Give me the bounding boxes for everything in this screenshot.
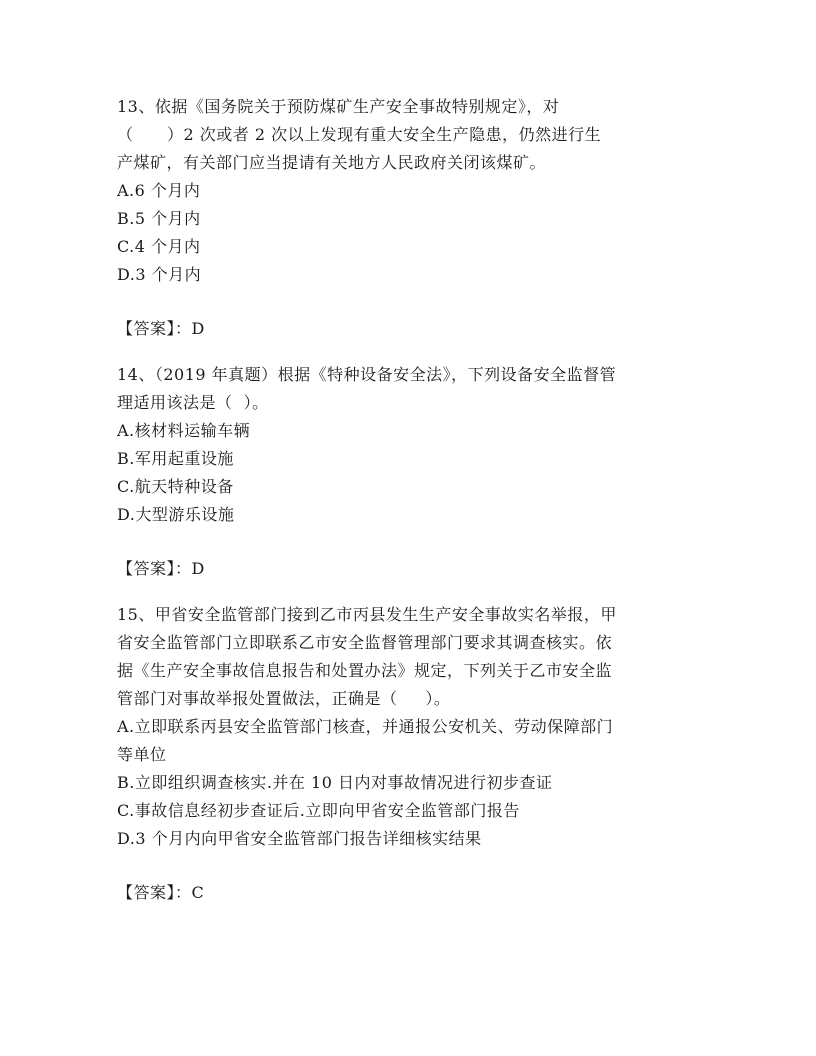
question-15-stem-line-4: 管部门对事故举报处置做法，正确是（ ）。 xyxy=(117,689,451,708)
question-14-option-c: C.航天特种设备 xyxy=(117,477,234,496)
question-15-option-b: B.立即组织调查核实.并在 10 日内对事故情况进行初步查证 xyxy=(117,773,553,792)
question-15-option-c: C.事故信息经初步查证后.立即向甲省安全监管部门报告 xyxy=(117,801,520,820)
question-14 xyxy=(117,361,697,583)
question-15-option-d: D.3 个月内向甲省安全监管部门报告详细核实结果 xyxy=(117,829,482,848)
question-14-stem-line-2: 理适用该法是（ ）。 xyxy=(117,393,269,412)
spacer xyxy=(117,583,697,593)
question-13 xyxy=(117,93,697,343)
question-13-option-a: A.6 个月内 xyxy=(117,181,201,200)
spacer xyxy=(117,289,697,315)
question-15-option-a-continued: 等单位 xyxy=(117,745,167,764)
spacer xyxy=(117,853,697,879)
question-13-stem-line-2: （ ）2 次或者 2 次以上发现有重大安全生产隐患，仍然进行生 xyxy=(117,125,602,144)
question-13-option-d: D.3 个月内 xyxy=(117,265,202,284)
question-14-option-b: B.军用起重设施 xyxy=(117,449,234,468)
question-15 xyxy=(117,601,697,907)
question-15-stem-line-2: 省安全监管部门立即联系乙市安全监督管理部门要求其调查核实。依 xyxy=(117,633,613,652)
question-14-option-d: D.大型游乐设施 xyxy=(117,505,235,524)
question-14-option-a: A.核材料运输车辆 xyxy=(117,421,251,440)
spacer xyxy=(117,529,697,555)
question-14-answer: 【答案】：D xyxy=(117,559,205,578)
question-15-stem-line-3: 据《生产安全事故信息报告和处置办法》规定，下列关于乙市安全监 xyxy=(117,661,613,680)
question-13-stem-line-1: 13、依据《国务院关于预防煤矿生产安全事故特别规定》，对 xyxy=(117,97,560,116)
question-13-stem-line-3: 产煤矿，有关部门应当提请有关地方人民政府关闭该煤矿。 xyxy=(117,153,547,172)
question-13-answer: 【答案】：D xyxy=(117,319,205,338)
question-15-stem-line-1: 15、甲省安全监管部门接到乙市丙县发生生产安全事故实名举报，甲 xyxy=(117,605,617,624)
question-13-option-b: B.5 个月内 xyxy=(117,209,201,228)
spacer xyxy=(117,343,697,353)
question-14-stem-line-1: 14、（2019 年真题）根据《特种设备安全法》，下列设备安全监督管 xyxy=(117,365,617,384)
question-15-answer: 【答案】：C xyxy=(117,883,205,902)
question-13-option-c: C.4 个月内 xyxy=(117,237,201,256)
question-15-option-a: A.立即联系丙县安全监管部门核查，并通报公安机关、劳动保障部门 xyxy=(117,717,614,736)
document-page xyxy=(117,93,697,907)
